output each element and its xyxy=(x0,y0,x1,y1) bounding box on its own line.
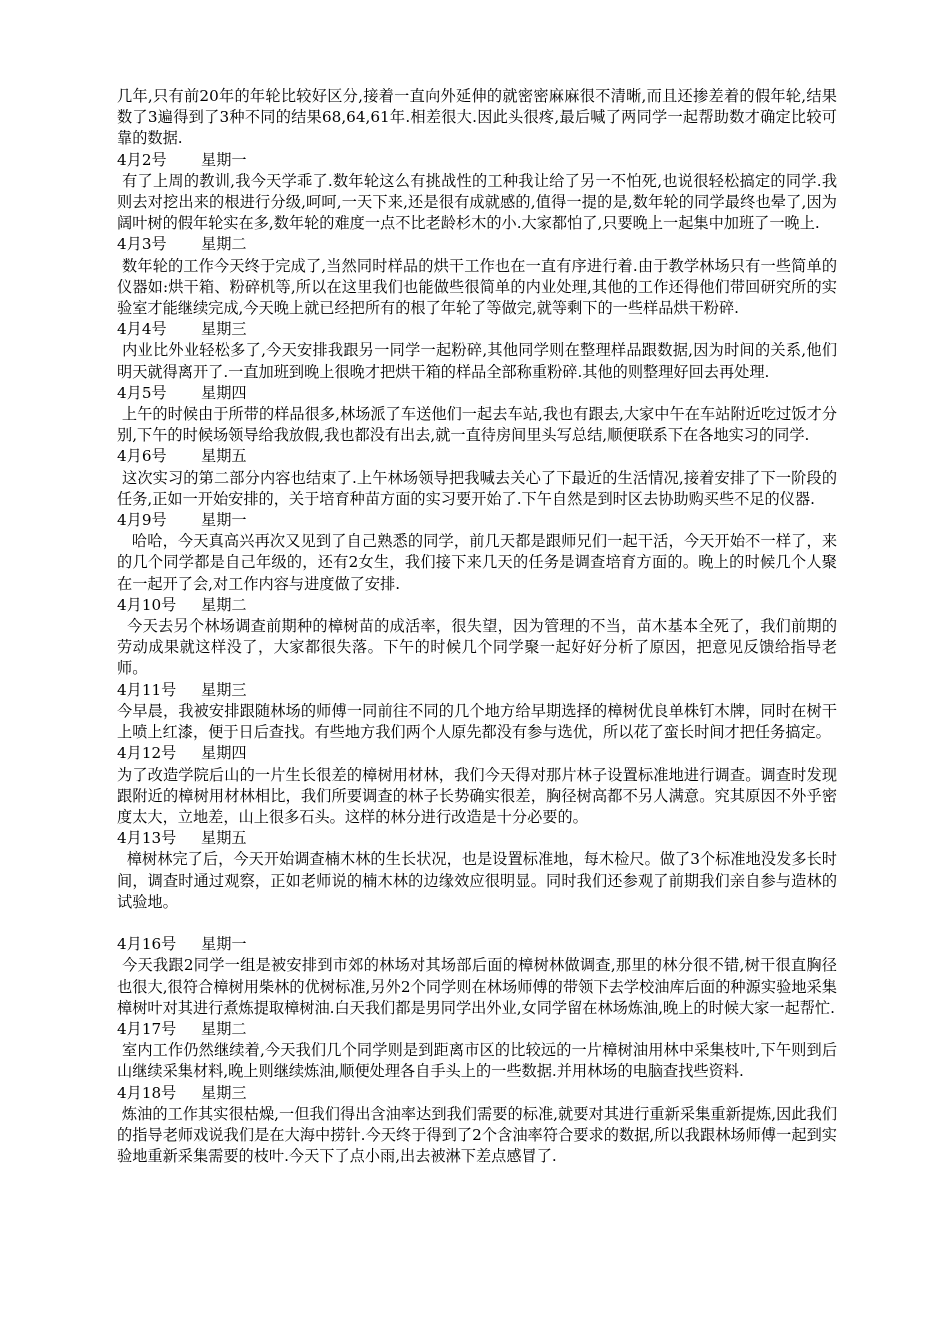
entry-body: 樟树林完了后，今天开始调查楠木林的生长状况，也是设置标准地，每木检尺。做了3个标准地没发多长时间，调查时通过观察，正如老师说的楠木林的边缘效应很明显。同时我们还参观了前期我们亲自参与造林的试验地。 xyxy=(117,850,837,911)
diary-entry xyxy=(117,934,837,1019)
entry-date: 4月3号 xyxy=(117,235,167,254)
entry-body: 哈哈，今天真高兴再次又见到了自己熟悉的同学，前几天都是跟师兄们一起干活，今天开始不一样了，来的几个同学都是自己年级的，还有2女生，我们接下来几天的任务是调查培育方面的。晚上的时候几个人聚在一起开了会,对工作内容与进度做了安排. xyxy=(117,532,838,593)
entry-date: 4月17号 xyxy=(117,1019,177,1038)
entry-date: 4月12号 xyxy=(117,744,177,763)
entry-body: 有了上周的教训,我今天学乖了.数年轮这么有挑战性的工种我让给了另一不怕死,也说很轻松搞定的同学.我则去对挖出来的根进行分级,呵呵,一天下来,还是很有成就感的,值得一提的是,数年轮的同学最终也晕了,因为阔叶树的假年轮实在多,数年轮的难度一点不比老龄杉木的小.大家都怕了,只要晚上一起集中加班了一晚上. xyxy=(117,171,838,233)
entry-heading xyxy=(117,743,837,764)
entry-date: 4月18号 xyxy=(117,1083,177,1102)
blank-line xyxy=(117,913,837,934)
entry-date: 4月6号 xyxy=(117,447,167,466)
entry-weekday: 星期一 xyxy=(201,511,247,530)
entry-body: 数年轮的工作今天终于完成了,当然同时样品的烘干工作也在一直有序进行着.由于教学林场只有一些简单的仪器如:烘干箱、粉碎机等,所以在这里我们也能做些很简单的内业处理,其他的工作还得他们带回研究所的实验室才能继续完成,今天晚上就已经把所有的根了年轮了等做完,就等剩下的一些样品烘干粉碎. xyxy=(117,256,838,318)
diary-entry xyxy=(117,743,837,828)
entry-body: 炼油的工作其实很枯燥,一但我们得出含油率达到我们需要的标准,就要对其进行重新采集重新提炼,因此我们的指导老师戏说我们是在大海中捞针.今天终于得到了2个含油率符合要求的数据,所以我跟林场师傅一起到实验地重新采集需要的枝叶.今天下了点小雨,出去被淋下差点感冒了. xyxy=(117,1104,838,1166)
entry-heading xyxy=(117,383,837,404)
entry-body: 今天去另个林场调查前期种的樟树苗的成活率，很失望，因为管理的不当，苗木基本全死了，我们前期的劳动成果就这样没了，大家都很失落。下午的时候几个同学聚一起好好分析了原因，把意见反馈给指导老师。 xyxy=(117,617,838,678)
entry-heading xyxy=(117,1083,837,1104)
entry-body: 这次实习的第二部分内容也结束了.上午林场领导把我喊去关心了下最近的生活情况,接着安排了下一阶段的任务,正如一开始安排的，关于培育种苗方面的实习要开始了.下午自然是到时区去协助购买些不足的仪器. xyxy=(117,468,838,508)
entry-weekday: 星期五 xyxy=(201,447,247,466)
diary-entry xyxy=(117,510,837,595)
entry-weekday: 星期三 xyxy=(201,320,247,339)
entry-heading xyxy=(117,510,837,531)
entry-heading xyxy=(117,150,837,171)
entry-body: 上午的时候由于所带的样品很多,林场派了车送他们一起去车站,我也有跟去,大家中午在车站附近吃过饭才分别,下午的时候场领导给我放假,我也都没有出去,就一直待房间里头写总结,顺便联系下在各地实习的同学. xyxy=(117,405,838,445)
entry-weekday: 星期一 xyxy=(201,150,247,169)
entry-heading xyxy=(117,1019,837,1040)
entry-weekday: 星期二 xyxy=(201,1019,247,1038)
entry-date: 4月16号 xyxy=(117,935,177,954)
entry-heading xyxy=(117,234,837,255)
entry-heading xyxy=(117,319,837,340)
entry-body: 室内工作仍然继续着,今天我们几个同学则是到距离市区的比较远的一片樟树油用林中采集枝叶,下午则到后山继续采集材料,晚上则继续炼油,顺便处理各自手头上的一些数据.并用林场的电脑查找些资料. xyxy=(117,1041,838,1081)
entry-date: 4月4号 xyxy=(117,320,167,339)
entry-weekday: 星期三 xyxy=(201,1083,247,1102)
entry-weekday: 星期二 xyxy=(201,595,247,614)
diary-entry xyxy=(117,680,837,744)
entry-date: 4月5号 xyxy=(117,383,167,402)
diary-entry xyxy=(117,319,837,383)
entry-weekday: 星期五 xyxy=(201,829,247,848)
entry-weekday: 星期四 xyxy=(201,383,247,402)
entry-date: 4月9号 xyxy=(117,511,167,530)
entry-heading xyxy=(117,934,837,955)
entry-body: 今天我跟2同学一组是被安排到市郊的林场对其场部后面的樟树林做调查,那里的林分很不错,树干很直胸径也很大,很符合樟树用柴林的优树标准,另外2个同学则在林场师傅的带领下去学校油库后面的种源实验地采集樟树叶对其进行煮炼提取樟树油.白天我们都是男同学出外业,女同学留在林场炼油,晚上的时候大家一起帮忙. xyxy=(117,956,837,1017)
entry-weekday: 星期四 xyxy=(201,744,247,763)
entry-date: 4月10号 xyxy=(117,595,177,614)
entry-date: 4月13号 xyxy=(117,829,177,848)
entry-body: 今早晨，我被安排跟随林场的师傅一同前往不同的几个地方给早期选择的樟树优良单株钉木牌，同时在树干上喷上红漆，便于日后查找。有些地方我们两个人原先都没有参与选优，所以花了蛮长时间才把任务搞定。 xyxy=(117,701,837,742)
entry-body: 为了改造学院后山的一片生长很差的樟树用材林，我们今天得对那片林子设置标准地进行调查。调查时发现跟附近的樟树用材林相比，我们所要调查的林子长势确实很差，胸径树高都不另人满意。究其原因不外乎密度太大，立地差，山上很多石头。这样的林分进行改造是十分必要的。 xyxy=(117,765,837,826)
entry-date: 4月11号 xyxy=(117,680,177,699)
diary-entry xyxy=(117,150,837,235)
entry-body: 内业比外业轻松多了,今天安排我跟另一同学一起粉碎,其他同学则在整理样品跟数据,因为时间的关系,他们明天就得离开了.一直加班到晚上很晚才把烘干箱的样品全部称重粉碎.其他的则整理好回去再处理. xyxy=(117,341,838,381)
diary-entry xyxy=(117,234,837,319)
entry-weekday: 星期一 xyxy=(201,935,247,954)
diary-entry xyxy=(117,828,837,934)
diary-entry xyxy=(117,383,837,447)
diary-entry xyxy=(117,1083,837,1168)
entry-weekday: 星期二 xyxy=(201,235,247,254)
entry-date: 4月2号 xyxy=(117,150,167,169)
entry-heading xyxy=(117,595,837,616)
entry-heading xyxy=(117,680,837,701)
entry-heading xyxy=(117,828,837,849)
document-page xyxy=(117,86,837,1167)
entry-weekday: 星期三 xyxy=(201,680,247,699)
diary-entry xyxy=(117,446,837,510)
entry-heading xyxy=(117,446,837,467)
diary-entry xyxy=(117,1019,837,1083)
intro-paragraph: 几年,只有前20年的年轮比较好区分,接着一直向外延伸的就密密麻麻很不清晰,而且还掺差着的假年轮,结果数了3遍得到了3种不同的结果68,64,61年.相差很大.因此头很疼,最后喊了两同学一起帮助数才确定比较可靠的数据. xyxy=(117,87,837,148)
diary-entries xyxy=(117,150,837,1168)
diary-entry xyxy=(117,595,837,680)
